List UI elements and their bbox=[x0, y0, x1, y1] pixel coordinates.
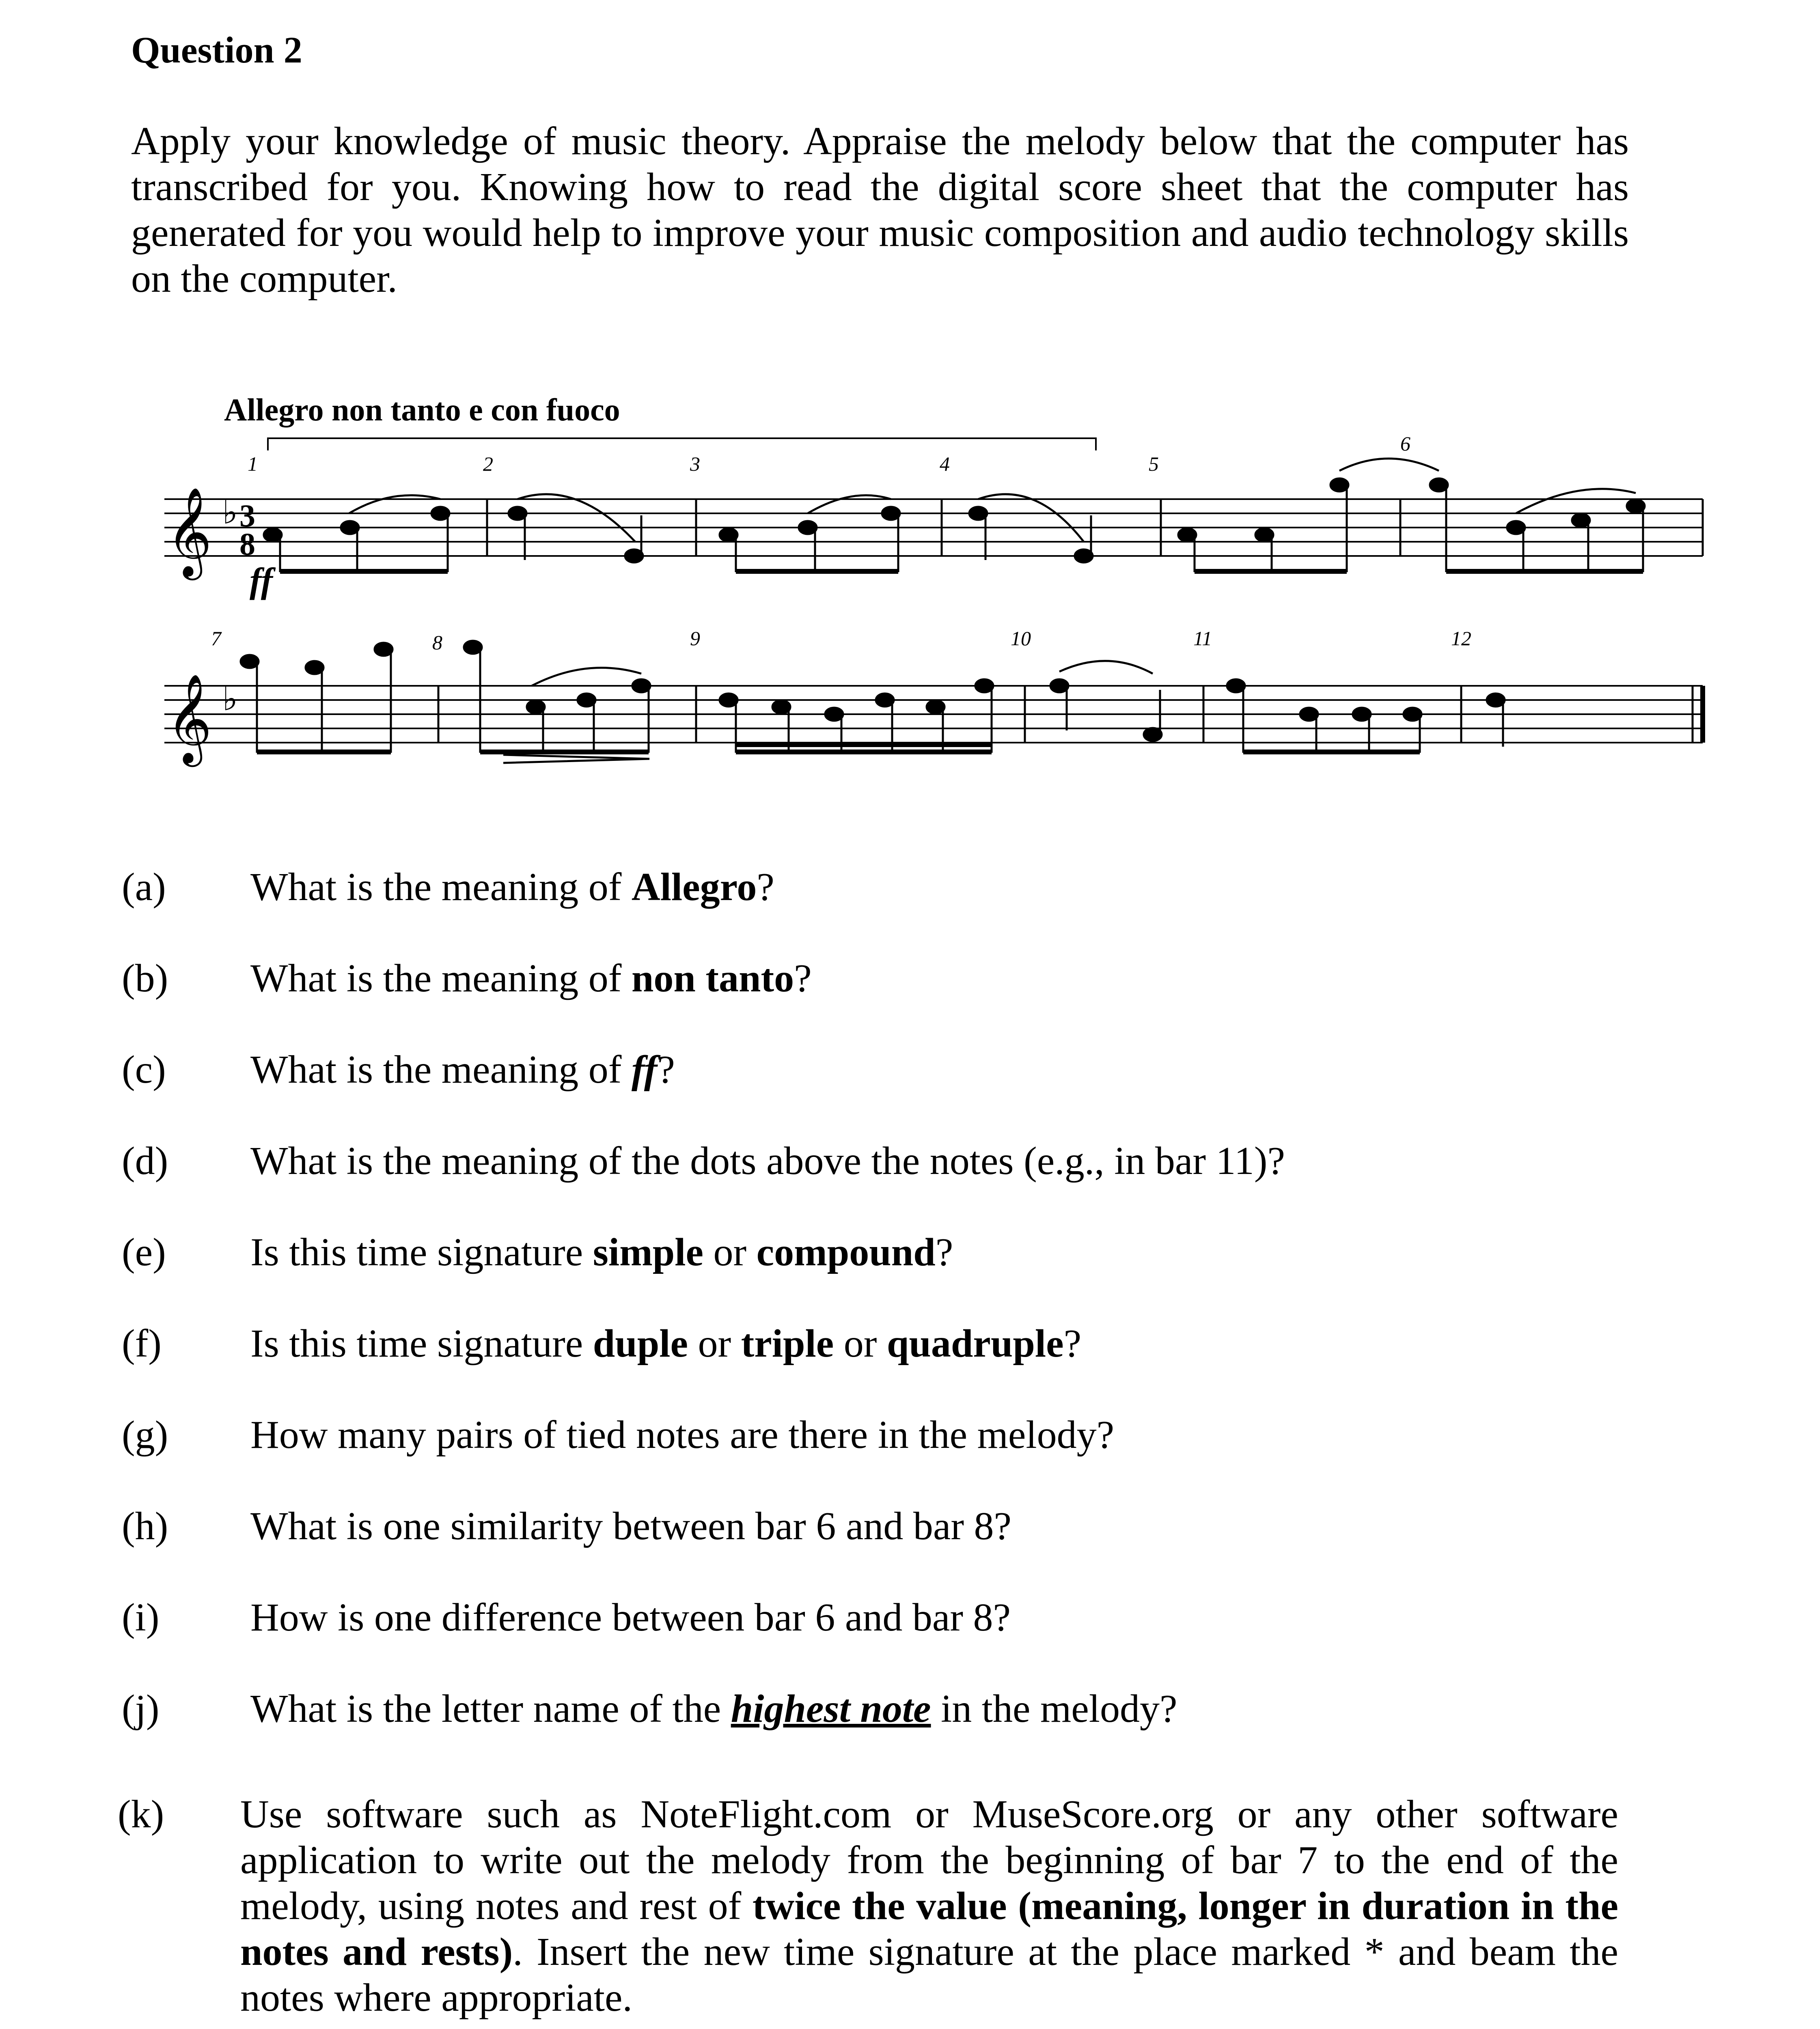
question-letter: (b) bbox=[122, 956, 168, 1000]
question-f: Is this time signature duple or triple or quadruple? bbox=[250, 1322, 1082, 1366]
tempo-marking: Allegro non tanto e con fuoco bbox=[224, 392, 620, 427]
question-letter: (c) bbox=[122, 1048, 166, 1092]
question-g: How many pairs of tied notes are there in the melody? bbox=[250, 1413, 1115, 1457]
question-letter: (j) bbox=[122, 1687, 160, 1731]
svg-text:♭: ♭ bbox=[222, 495, 238, 531]
svg-text:12: 12 bbox=[1451, 627, 1471, 650]
question-letter: (f) bbox=[122, 1322, 162, 1366]
svg-text:♭: ♭ bbox=[222, 682, 238, 717]
question-letter: (h) bbox=[122, 1504, 168, 1548]
question-i: How is one difference between bar 6 and bar 8? bbox=[250, 1596, 1011, 1639]
intro-paragraph: Apply your knowledge of music theory. Appraise the melody below that the computer has transcribed for you. Knowing how to read the digital score sheet that the computer has generated for you would help to improve your music composition and audio technology skills on the computer. bbox=[131, 119, 1629, 301]
svg-text:6: 6 bbox=[1400, 432, 1410, 455]
melody-score bbox=[0, 0, 1820, 812]
question-a: What is the meaning of Allegro? bbox=[250, 865, 774, 909]
question-h: What is one similarity between bar 6 and bar 8? bbox=[250, 1504, 1011, 1548]
dynamic-ff: ff bbox=[250, 561, 273, 601]
treble-clef-icon: 𝄞 bbox=[166, 676, 212, 762]
time-sig-bottom: 8 bbox=[239, 526, 255, 562]
question-letter: (g) bbox=[122, 1413, 168, 1457]
question-heading: Question 2 bbox=[131, 29, 302, 71]
svg-text:11: 11 bbox=[1193, 627, 1212, 650]
time-sig-top: 3 bbox=[239, 498, 255, 533]
svg-text:3: 3 bbox=[690, 452, 700, 475]
svg-text:8: 8 bbox=[432, 631, 442, 654]
svg-text:9: 9 bbox=[690, 627, 700, 650]
question-d: What is the meaning of the dots above the notes (e.g., in bar 11)? bbox=[250, 1139, 1285, 1183]
question-k: Use software such as NoteFlight.com or MuseScore.org or any other software application to write out the melody from the beginning of bar 7 to the end of the melody, using notes and rest of twice the value (meaning, longer in duration in the notes and rests). Insert the new time signature at the place marked * and beam the notes where appropriate. bbox=[240, 1792, 1619, 2020]
svg-text:4: 4 bbox=[940, 452, 950, 475]
svg-text:1: 1 bbox=[248, 452, 258, 475]
svg-text:10: 10 bbox=[1011, 627, 1031, 650]
question-letter: (d) bbox=[122, 1139, 168, 1183]
svg-text:5: 5 bbox=[1149, 452, 1159, 475]
treble-clef-icon: 𝄞 bbox=[166, 490, 212, 575]
question-j: What is the letter name of the highest note in the melody? bbox=[250, 1687, 1177, 1731]
question-b: What is the meaning of non tanto? bbox=[250, 956, 812, 1000]
question-c: What is the meaning of ff? bbox=[250, 1048, 675, 1092]
question-e: Is this time signature simple or compound? bbox=[250, 1230, 953, 1274]
question-letter: (a) bbox=[122, 865, 166, 909]
question-letter: (i) bbox=[122, 1596, 160, 1639]
svg-text:7: 7 bbox=[211, 627, 221, 650]
question-letter: (k) bbox=[118, 1792, 164, 1836]
question-letter: (e) bbox=[122, 1230, 166, 1274]
svg-text:2: 2 bbox=[483, 452, 493, 475]
